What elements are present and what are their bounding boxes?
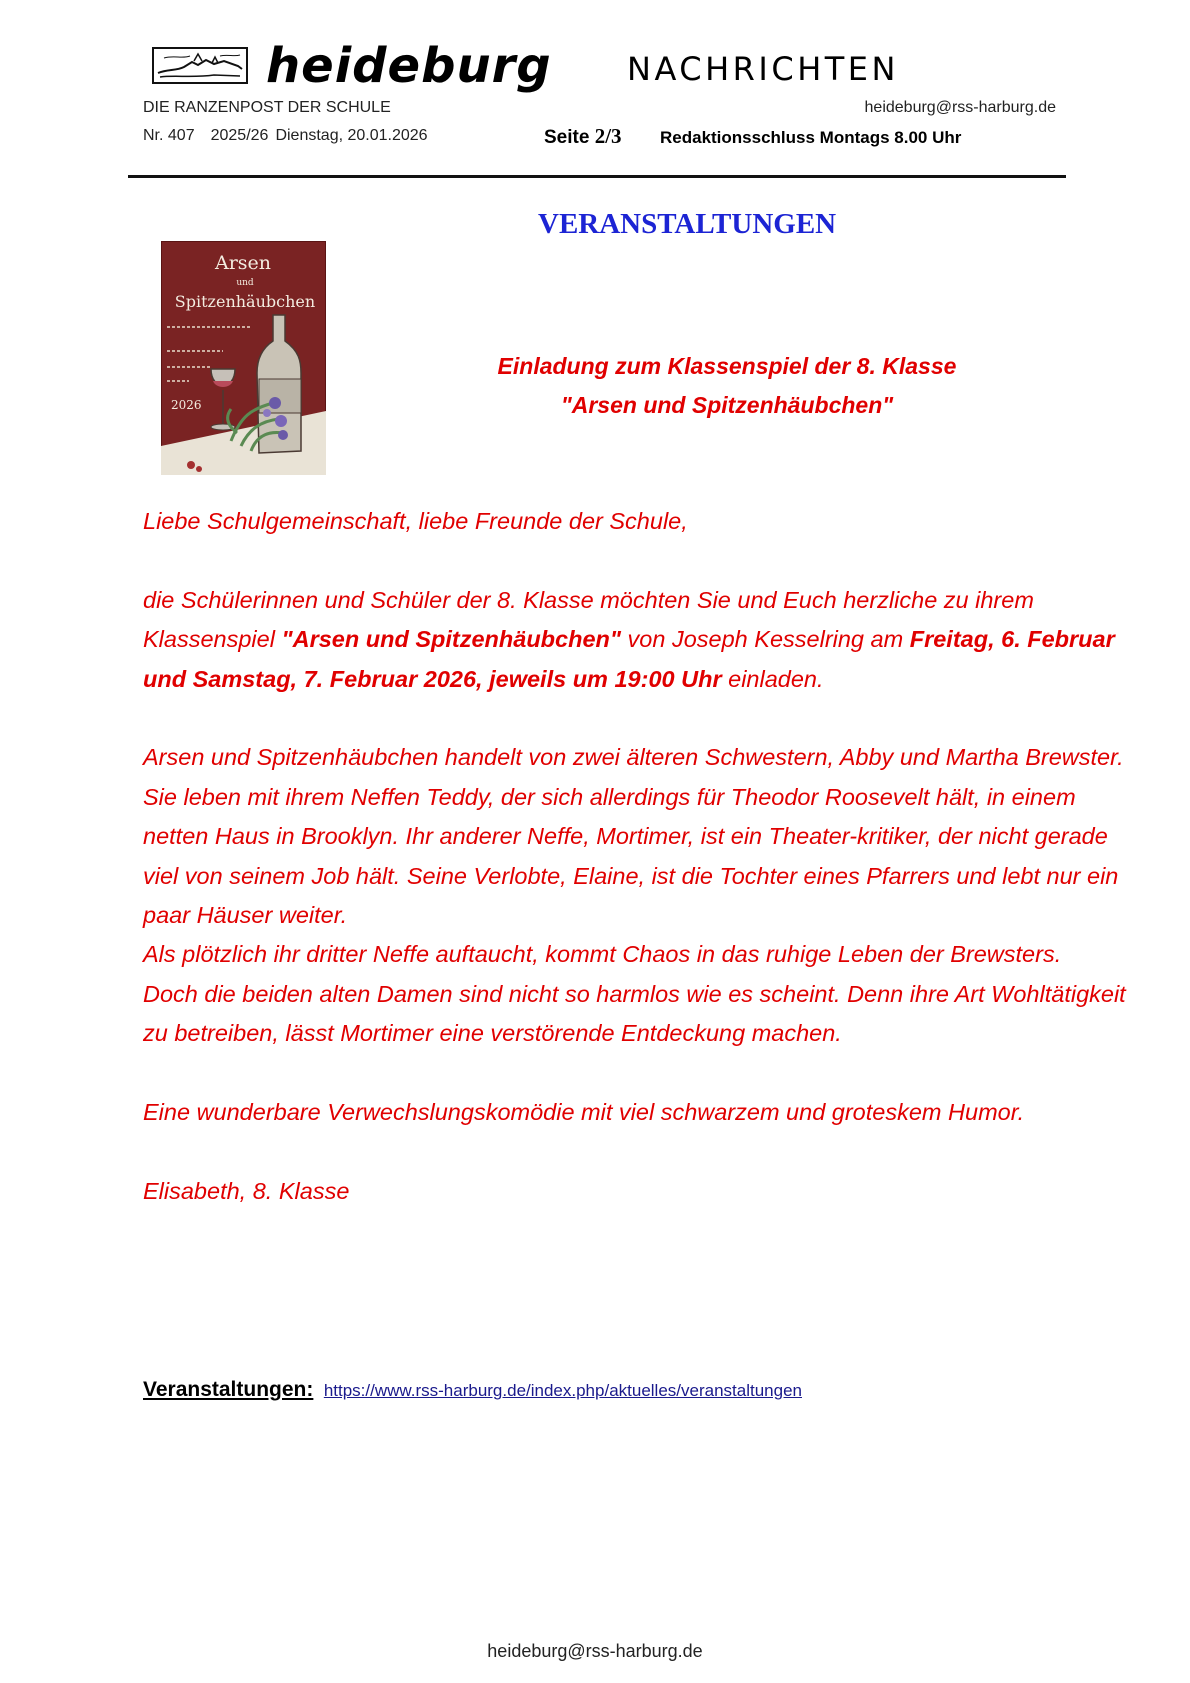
- invitation-line-1: Einladung zum Klassenspiel der 8. Klasse: [497, 353, 957, 379]
- issue-number: Nr. 407: [143, 127, 195, 144]
- play-poster-image: [161, 241, 326, 475]
- performance-dates: Freitag, 6. Februar und Samstag, 7. Februar 2026, jeweils um 19:00 Uhr: [143, 626, 1115, 692]
- paragraph-summary: Eine wunderbare Verwechslungskomödie mit viel schwarzem und groteskem Humor.: [143, 1099, 1025, 1126]
- poster-year: 2026: [171, 398, 202, 412]
- poster-title-und: und: [236, 278, 254, 288]
- header-email[interactable]: heideburg@rss-harburg.de: [864, 99, 1056, 116]
- editorial-deadline: Redaktionsschluss Montags 8.00 Uhr: [660, 128, 962, 147]
- brand-name: heideburg: [266, 38, 552, 94]
- signature: Elisabeth, 8. Klasse: [143, 1177, 350, 1204]
- events-url-link[interactable]: https://www.rss-harburg.de/index.php/aktuelles/veranstaltungen: [323, 1381, 802, 1400]
- paragraph-chaos: Als plötzlich ihr dritter Neffe auftaucht, kommt Chaos in das ruhige Leben der Brewsters.: [143, 941, 1062, 968]
- article-body: [143, 502, 1133, 1211]
- events-link-row: [143, 1378, 802, 1402]
- invitation-heading: [440, 347, 1014, 425]
- newsletter-subtitle: DIE RANZENPOST DER SCHULE: [143, 99, 391, 116]
- page-word: Seite: [544, 127, 590, 148]
- events-label: Veranstaltungen:: [143, 1378, 314, 1401]
- header-divider: [128, 175, 1066, 178]
- page-indicator: [544, 124, 622, 149]
- page-number: 2/3: [594, 124, 622, 148]
- masthead: [152, 38, 1052, 94]
- paragraph-plot: Arsen und Spitzenhäubchen handelt von zwei älteren Schwestern, Abby und Martha Brewster. Sie leben mit ihrem Neffen Teddy, der sich allerdings für Theodor Roosevelt hält, in einem netten Haus in Brooklyn. Ihr anderer Neffe, Mortimer, ist ein Theater-kritiker, der nicht gerade viel von seinem Job hält. Seine Verlobte, Elaine, ist die Tochter eines Pfarrers und lebt nur ein paar Häuser weiter.: [143, 744, 1124, 929]
- paragraph-invitation: [143, 581, 1133, 699]
- section-title: VERANSTALTUNGEN: [538, 208, 837, 240]
- p1-text-a: die Schülerinnen und Schüler der 8. Klasse möchten Sie und Euch herzliche zu ihrem Klassenspiel: [143, 586, 1034, 653]
- issue-date: Dienstag, 20.01.2026: [275, 127, 428, 144]
- poster-title-spitzenhaeubchen: Spitzenhäubchen: [174, 292, 316, 311]
- invitation-line-2: "Arsen und Spitzenhäubchen": [560, 392, 894, 418]
- p1-text-b: von Joseph Kesselring am: [621, 626, 910, 653]
- greeting: Liebe Schulgemeinschaft, liebe Freunde der Schule,: [143, 508, 688, 534]
- play-title: "Arsen und Spitzenhäubchen": [281, 626, 622, 653]
- p1-text-c: einladen.: [721, 665, 824, 692]
- paragraph-twist: Doch die beiden alten Damen sind nicht so harmlos wie es scheint. Denn ihre Art Wohltätigkeit zu betreiben, lässt Mortimer eine verstörende Entdeckung machen.: [143, 980, 1126, 1047]
- issue-info: [143, 127, 444, 145]
- poster-title-arsen: Arsen: [214, 252, 272, 274]
- school-year: 2025/26: [210, 127, 269, 144]
- brand-subname: NACHRICHTEN: [627, 50, 899, 88]
- footer-email[interactable]: heideburg@rss-harburg.de: [487, 1641, 703, 1661]
- school-logo: [152, 47, 248, 84]
